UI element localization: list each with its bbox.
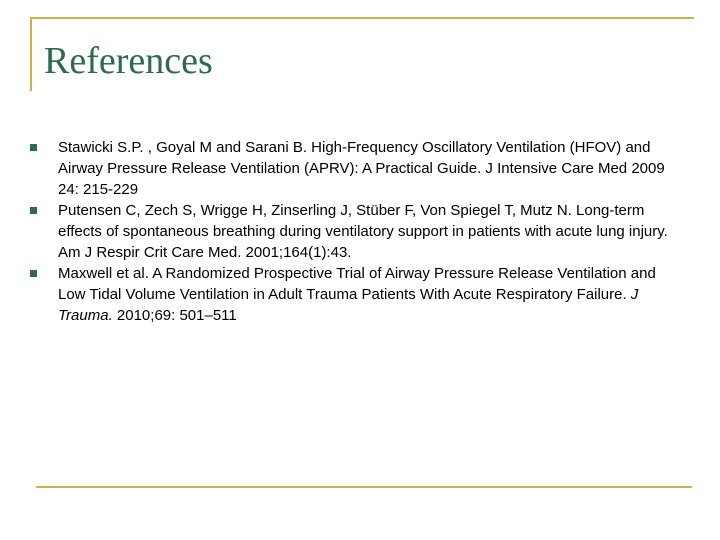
square-bullet-icon [30,207,37,214]
top-rule [30,17,694,19]
square-bullet-icon [30,144,37,151]
bottom-rule [36,486,692,488]
reference-citation: 2010;69: 501–511 [112,307,237,324]
reference-item-1 [30,137,670,200]
left-rule [30,17,32,91]
reference-item-3 [30,263,670,326]
reference-text: Maxwell et al. A Randomized Prospective Trial of Airway Pressure Release Ventilation and Low Tidal Volume Ventilation in Adult Trauma Patients With Acute Respiratory Failure. [58,265,656,303]
reference-list [30,137,670,326]
journal-name: J Trauma. [58,286,639,324]
reference-item-2 [30,200,670,263]
slide-title: References [44,40,213,82]
square-bullet-icon [30,270,37,277]
reference-text: Stawicki S.P. , Goyal M and Sarani B. High-Frequency Oscillatory Ventilation (HFOV) and Airway Pressure Release Ventilation (APRV): A Practical Guide. J Intensive Care Med 2009 24: 215-229 [58,139,665,198]
reference-text: Putensen C, Zech S, Wrigge H, Zinserling J, Stüber F, Von Spiegel T, Mutz N. Long-term effects of spontaneous breathing during ventilatory support in patients with acute lung injury. Am J Respir Crit Care Med. 2001;164(1):43. [58,202,668,261]
